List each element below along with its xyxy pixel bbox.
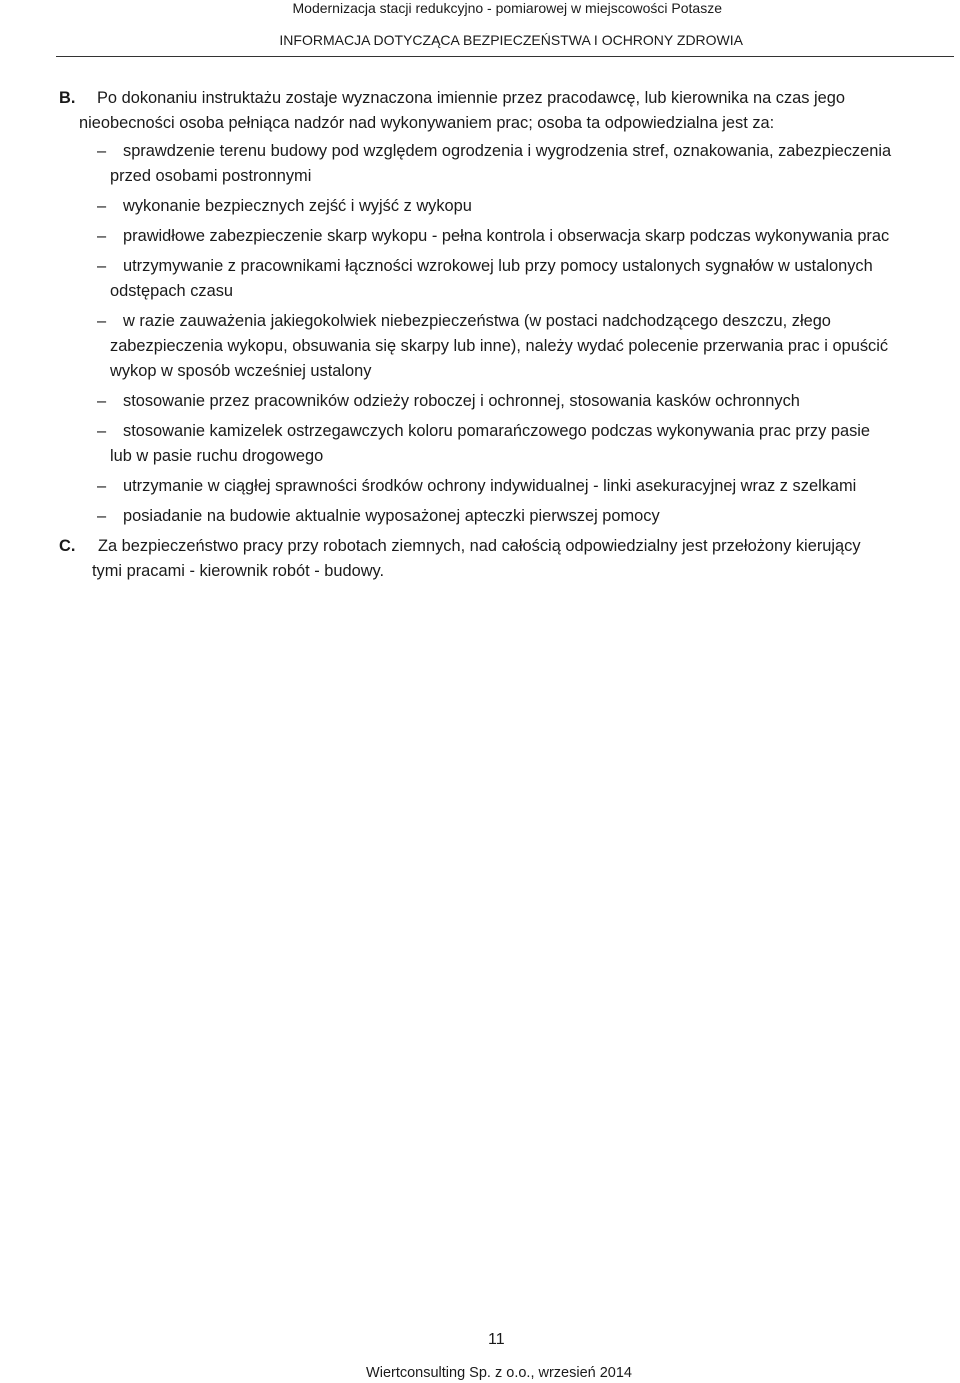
list-item: – utrzymanie w ciągłej sprawności środków ochrony indywidualnej - linki asekuracyjnej wraz z szelkami bbox=[110, 474, 894, 499]
dash-bullet: – bbox=[97, 507, 107, 525]
list-item: – stosowanie przez pracowników odzieży roboczej i ochronnej, stosowania kasków ochronnych bbox=[110, 389, 894, 414]
list-item: – prawidłowe zabezpieczenie skarp wykopu - pełna kontrola i obserwacja skarp podczas wykonywania prac bbox=[110, 224, 894, 249]
list-item: – posiadanie na budowie aktualnie wyposażonej apteczki pierwszej pomocy bbox=[110, 504, 894, 529]
dash-bullet: – bbox=[97, 392, 107, 410]
section-c-text: Za bezpieczeństwo pracy przy robotach ziemnych, nad całością odpowiedzialny jest przełożony kierujący tymi pracami - kierownik robót - budowy. bbox=[92, 537, 861, 580]
project-title: Modernizacja stacji redukcyjno - pomiarowej w miejscowości Potasze bbox=[292, 0, 722, 16]
section-c-letter: C. bbox=[59, 537, 76, 555]
page-footer: Wiertconsulting Sp. z o.o., wrzesień 2014 bbox=[366, 1365, 632, 1381]
page-number: 11 bbox=[488, 1331, 505, 1348]
section-b-intro: Po dokonaniu instruktażu zostaje wyznaczona imiennie przez pracodawcę, lub kierownika na czas jego nieobecności osoba pełniąca nadzór nad wykonywaniem prac; osoba ta odpowiedzialna jest za: bbox=[79, 89, 846, 132]
list-item: – stosowanie kamizelek ostrzegawczych koloru pomarańczowego podczas wykonywania prac przy pasie lub w pasie ruchu drogowego bbox=[110, 419, 894, 469]
dash-bullet: – bbox=[97, 227, 107, 245]
dash-bullet: – bbox=[97, 477, 107, 495]
list-item: – w razie zauważenia jakiegokolwiek niebezpieczeństwa (w postaci nadchodzącego deszczu, złego zabezpieczenia wykopu, obsuwania się skarpy lub inne), należy wydać polecenie przerwania prac i opuścić wykop w sposób wcześniej ustalony bbox=[110, 309, 894, 384]
list-item: – wykonanie bezpiecznych zejść i wyjść z wykopu bbox=[110, 194, 894, 219]
list-item: – utrzymywanie z pracownikami łączności wzrokowej lub przy pomocy ustalonych sygnałów w ustalonych odstępach czasu bbox=[110, 254, 894, 304]
document-body bbox=[59, 86, 894, 584]
dash-bullet: – bbox=[97, 312, 107, 330]
section-b-letter: B. bbox=[59, 89, 76, 107]
section-c bbox=[59, 534, 894, 584]
dash-bullet: – bbox=[97, 422, 107, 440]
responsibilities-list bbox=[64, 139, 894, 529]
dash-bullet: – bbox=[97, 257, 107, 275]
dash-bullet: – bbox=[97, 197, 107, 215]
list-item: – sprawdzenie terenu budowy pod względem ogrodzenia i wygrodzenia stref, oznakowania, zabezpieczenia przed osobami postronnymi bbox=[110, 139, 894, 189]
section-b bbox=[59, 86, 894, 136]
document-title: INFORMACJA DOTYCZĄCA BEZPIECZEŃSTWA I OCHRONY ZDROWIA bbox=[279, 32, 743, 48]
dash-bullet: – bbox=[97, 142, 107, 160]
header-divider bbox=[56, 56, 954, 57]
